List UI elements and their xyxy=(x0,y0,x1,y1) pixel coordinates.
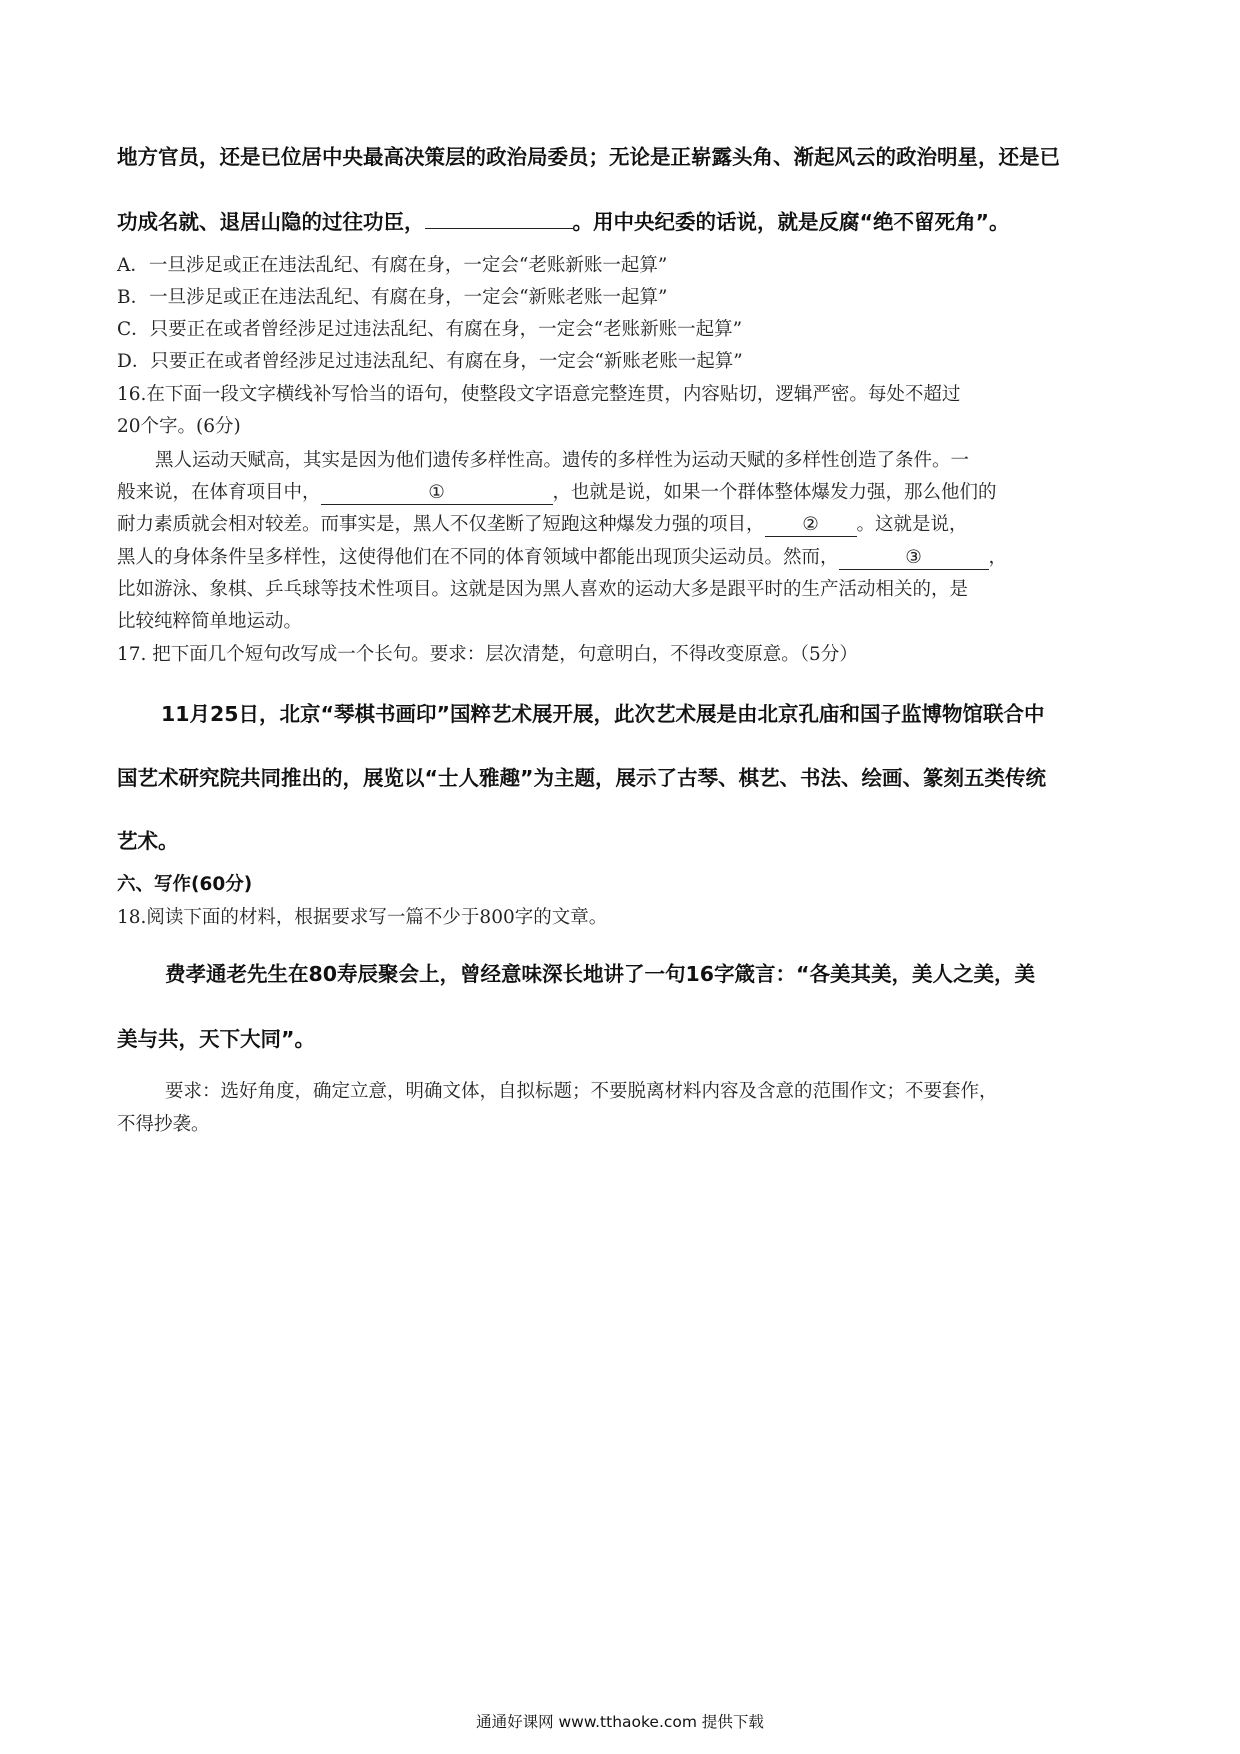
q16-line-2-before: 般来说，在体育项目中， xyxy=(117,482,321,503)
requirement-line-1: 要求：选好角度，确定立意，明确文体，自拟标题；不要脱离材料内容及含意的范围作文；不要套作， xyxy=(165,1081,998,1102)
passage-line-2-after: 。用中央纪委的话说，就是反腐“绝不留死角”。 xyxy=(572,210,1010,234)
q16-paragraph-line-6: 比较纯粹简单地运动。 xyxy=(117,611,303,632)
q17-sentence-line-1: 11月25日，北京“琴棋书画印”国粹艺术展开展，此次艺术展是由北京孔庙和国子监博物馆联合中 xyxy=(161,702,1045,726)
option-a: A．一旦涉足或正在违法乱纪、有腐在身，一定会“老账新账一起算” xyxy=(117,255,668,276)
q16-line-3-before: 耐力素质就会相对较差。而事实是，黑人不仅垄断了短跑这种爆发力强的项目， xyxy=(117,514,765,535)
q17-sentence-line-3: 艺术。 xyxy=(117,829,179,853)
section-heading: 六、写作(60分) xyxy=(117,874,253,895)
q17-stem: 17. 把下面几个短句改写成一个长句。要求：层次清楚，句意明白，不得改变原意。（5分） xyxy=(117,644,858,665)
passage-line-1: 地方官员，还是已位居中央最高决策层的政治局委员；无论是正崭露头角、渐起风云的政治明星，还是已 xyxy=(117,145,1060,169)
option-d: D．只要正在或者曾经涉足过违法乱纪、有腐在身，一定会“新账老账一起算” xyxy=(117,351,743,372)
q16-paragraph-line-4 xyxy=(117,543,1007,570)
q16-stem-line-1: 16.在下面一段文字横线补写恰当的语句，使整段文字语意完整连贯，内容贴切，逻辑严密。每处不超过 xyxy=(117,384,961,405)
passage-line-2-before: 功成名就、退居山隐的过往功臣， xyxy=(117,210,425,234)
blank-2[interactable]: ② xyxy=(765,514,857,537)
q16-paragraph-line-5: 比如游泳、象棋、乒乓球等技术性项目。这就是因为黑人喜欢的运动大多是跟平时的生产活动相关的，是 xyxy=(117,579,969,600)
requirement-line-2: 不得抄袭。 xyxy=(117,1114,210,1135)
material-line-1: 费孝通老先生在80寿辰聚会上，曾经意味深长地讲了一句16字箴言：“各美其美，美人之美，美 xyxy=(165,962,1036,986)
q16-paragraph-line-1: 黑人运动天赋高，其实是因为他们遗传多样性高。遗传的多样性为运动天赋的多样性创造了条件。一 xyxy=(155,450,970,471)
q16-paragraph-line-3 xyxy=(117,510,968,537)
blank-3[interactable]: ③ xyxy=(839,547,989,570)
option-c: C．只要正在或者曾经涉足过违法乱纪、有腐在身，一定会“老账新账一起算” xyxy=(117,319,743,340)
q16-line-4-after: ， xyxy=(988,547,1008,568)
answer-blank[interactable] xyxy=(425,210,573,229)
option-b: B．一旦涉足或正在违法乱纪、有腐在身，一定会“新账老账一起算” xyxy=(117,287,668,308)
q16-paragraph-line-2 xyxy=(117,478,997,505)
q16-line-3-after: 。这就是说， xyxy=(856,514,968,535)
q18-stem: 18.阅读下面的材料，根据要求写一篇不少于800字的文章。 xyxy=(117,907,608,928)
passage-line-2 xyxy=(117,205,1009,235)
q16-line-2-after: ，也就是说，如果一个群体整体爆发力强，那么他们的 xyxy=(552,482,997,503)
q16-stem-line-2: 20个字。(6分) xyxy=(117,416,241,437)
q16-line-4-before: 黑人的身体条件呈多样性，这使得他们在不同的体育领域中都能出现顶尖运动员。然而， xyxy=(117,547,839,568)
blank-1[interactable]: ① xyxy=(321,482,553,505)
footer-text: 通通好课网 www.tthaoke.com 提供下载 xyxy=(476,1713,764,1731)
material-line-2: 美与共，天下大同”。 xyxy=(117,1027,315,1051)
q17-sentence-line-2: 国艺术研究院共同推出的，展览以“士人雅趣”为主题，展示了古琴、棋艺、书法、绘画、篆刻五类传统 xyxy=(117,766,1046,790)
